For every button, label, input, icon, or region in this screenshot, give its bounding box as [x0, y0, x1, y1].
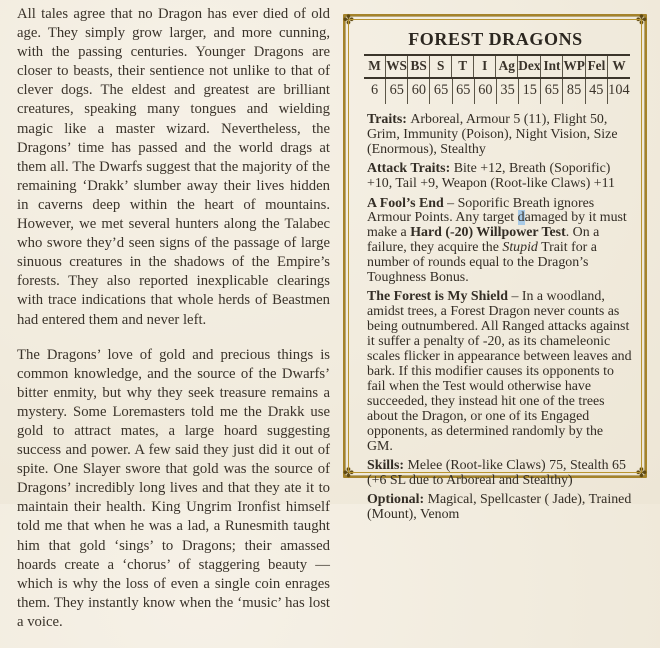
- stat-value-row: [364, 79, 630, 104]
- stat-header-cell: W: [612, 58, 626, 73]
- corner-rosette-icon: ✤: [343, 12, 354, 27]
- text-segment: Trait for a number of rounds equal to the Dragon’s Toughness Bonus.: [367, 240, 597, 286]
- stat-header-cell: T: [452, 56, 474, 77]
- flavor-paragraph: All tales agree that no Dragon has ever died of old age. They simply grow larger, and more cunning, with the passing centuries. Younger Dragons are closer to beasts, their sentience not unlike to that of clever dogs. The eldest and greatest are brilliant creatures, speaking many tongues and wielding magic like a master wizard. Nevertheless, the Dragons’ time has passed and the world drags at them all. The Dwarfs suggest that the majority of the remaining ‘Drakk’ slumber away their lives hidden in caverns deep within the heart of mountains. However, we met several hunters along the Talabec who swore they’d seen signs of the passage of large sinuous creatures in the shadows of the Empire’s forests. They also reported inexplicable clearings with trace indications that whole herds of Beastmen had entered them and never left.: [17, 6, 330, 328]
- text-segment: Arboreal, Armour 5 (11), Flight 50, Grim, Immunity (Poison), Night Vision, Size (Enormous), Stealthy: [367, 112, 618, 157]
- stat-value-cell: 65: [430, 79, 452, 104]
- text-segment: The Forest is My Shield: [367, 289, 508, 305]
- selected-text: d: [517, 210, 525, 226]
- stat-header-cell: WP: [563, 56, 585, 77]
- stat-value-cell: 60: [475, 79, 497, 104]
- statblock-entry: [367, 113, 632, 158]
- text-segment: Traits:: [367, 112, 411, 127]
- stat-header-cell: I: [474, 56, 496, 77]
- stat-value-cell: 35: [497, 79, 519, 104]
- text-segment: – In a woodland, amidst trees, a Forest Dragon never counts as being outnumbered. All Ranged attacks against it suffer a penalty of -20, as its chameleonic scales flicker in appearance between leaves and bark. If this modifier causes its opponents to fail when the Test would otherwise have succeeded, they instead hit one of the trees about the Dragon, or one of its Engaged opponents, as determined randomly by the GM.: [367, 289, 632, 454]
- text-segment: Skills:: [367, 457, 408, 473]
- corner-rosette-icon: ✤: [636, 465, 647, 480]
- stat-header-row: [364, 56, 630, 79]
- stat-value-cell: 85: [563, 79, 585, 104]
- stat-table: [364, 54, 630, 104]
- statblock-panel: [341, 12, 649, 523]
- corner-rosette-icon: ✤: [636, 12, 647, 27]
- text-segment: Bite +12, Breath (Soporific) +10, Tail +9, Weapon (Root-like Claws) +11: [367, 161, 616, 192]
- stat-value-cell: 65: [541, 79, 563, 104]
- text-segment: Melee (Root-like Claws) 75, Stealth 65 (+6 SL due to Arboreal and Stealthy): [367, 457, 626, 488]
- stat-header-cell: Int: [541, 56, 563, 77]
- text-segment: Stupid: [502, 240, 538, 256]
- flavor-paragraph: The Dragons’ love of gold and precious things is common knowledge, and the source of the Dwarfs’ bitter enmity, but why they seek treasure remains a mystery. Some Loremasters told me the Drakk use gold to attract mates, a large hoard suggesting success and power. A few said they just did it out of spite. One Slayer swore that gold was the source of Dragons’ incredibly long lives and that they ate it to maintain their health. King Ungrim Ironfist himself told me that when he was a lad, a Runesmith taught him that gold ‘sings’ to Dragons; their amassed hoards create a ‘chorus’ of staggering beauty — which is why the loss of even a single coin enrages them. They instantly know when the ‘music’ has lost a voice.: [17, 346, 330, 630]
- stat-value-cell: 15: [519, 79, 541, 104]
- text-segment: Hard (-20) Willpower Test: [410, 225, 566, 241]
- stat-header-cell: Dex: [518, 56, 541, 77]
- text-segment: amaged by it must make a: [367, 210, 627, 241]
- text-segment: Optional:: [367, 492, 428, 508]
- stat-header-cell: S: [430, 56, 452, 77]
- statblock-entry: [367, 459, 632, 489]
- stat-header-cell: Fel: [586, 56, 608, 77]
- statblock-entry: [367, 493, 632, 523]
- text-segment: Attack Traits:: [367, 161, 454, 177]
- statblock-content: [351, 21, 640, 523]
- stat-header-cell: WS: [386, 56, 408, 77]
- stat-value-cell: 45: [586, 79, 608, 104]
- stat-value-cell: 65: [386, 79, 408, 104]
- text-segment: . On a failure, they acquire the: [367, 225, 600, 256]
- statblock-entry: [367, 197, 632, 286]
- stat-header-cell: M: [364, 56, 386, 77]
- text-segment: A Fool’s End: [367, 195, 444, 211]
- stat-value-cell: 60: [408, 79, 430, 104]
- statblock-entries: [367, 113, 632, 523]
- stat-value-cell: 65: [453, 79, 475, 104]
- statblock-entry: [367, 290, 632, 454]
- stat-header-cell: Ag: [496, 56, 518, 77]
- text-segment: – Soporific Breath ignores Armour Points. Any target: [367, 195, 595, 226]
- stat-value-cell: 104: [608, 82, 630, 98]
- flavor-column: [17, 5, 330, 648]
- stat-header-cell: BS: [408, 56, 430, 77]
- stat-value-cell: 6: [364, 79, 386, 104]
- statblock-title: FOREST DRAGONS: [408, 29, 583, 49]
- statblock-entry: [367, 162, 632, 192]
- text-segment: Magical, Spellcaster ( Jade), Trained (Mount), Venom: [367, 492, 632, 523]
- corner-rosette-icon: ✤: [343, 465, 354, 480]
